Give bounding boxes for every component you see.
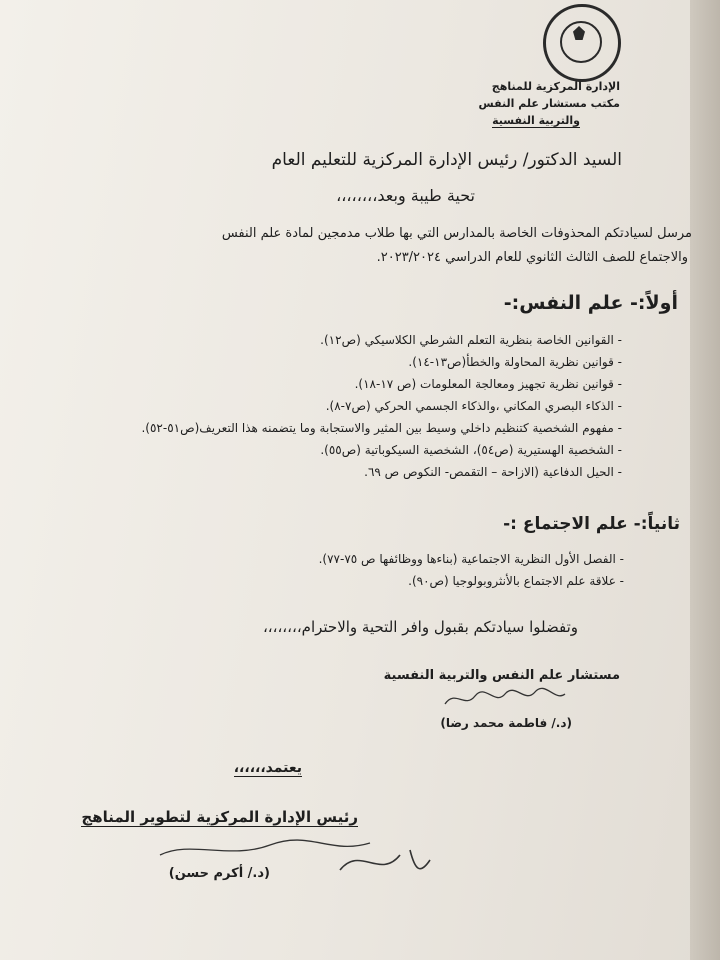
- seal-inner-ring: [560, 21, 602, 63]
- list-item: - القوانين الخاصة بنظرية التعلم الشرطي الكلاسيكي (ص١٢).: [320, 333, 622, 347]
- dept-line-3: والتربية النفسية: [492, 114, 580, 127]
- closing-line: وتفضلوا سيادتكم بقبول وافر التحية والاحترام،،،،،،،،: [262, 618, 578, 636]
- list-item: - الشخصية الهستيرية (ص٥٤)، الشخصية السيكوباتية (ص٥٥).: [320, 443, 622, 457]
- addressee: السيد الدكتور/ رئيس الإدارة المركزية للتعليم العام: [271, 150, 622, 170]
- list-item: - الحيل الدفاعية (الازاحة – التقمص- النكوص ص ٦٩.: [364, 465, 622, 479]
- signatory-title: مستشار علم النفس والتربية النفسية: [383, 668, 620, 683]
- signatory-name: (د./ فاطمة محمد رضا): [440, 716, 572, 730]
- list-item: - علاقة علم الاجتماع بالأنثروبولوجيا (ص٩٠).: [408, 574, 624, 588]
- list-item: - قوانين نظرية المحاولة والخطأ(ص١٣-١٤).: [408, 355, 622, 369]
- ministry-seal: [543, 4, 621, 82]
- list-item: - الفصل الأول النظرية الاجتماعية (بناءها ووظائفها ص ٧٥-٧٧).: [318, 552, 624, 566]
- list-item: - مفهوم الشخصية كتنظيم داخلي وسيط بين المثير والاستجابة وما يتضمنه هذا التعريف(ص٥١-٥٢).: [141, 421, 622, 435]
- dept-line-1: الإدارة المركزية للمناهج: [491, 80, 620, 93]
- list-item: - قوانين نظرية تجهيز ومعالجة المعلومات (ص ١٧-١٨).: [354, 377, 622, 391]
- approve-label: يعتمد،،،،،،: [233, 760, 302, 776]
- greeting: تحية طيبة وبعد،،،،،،،،: [336, 186, 475, 205]
- list-item: - الذكاء البصري المكاني ،والذكاء الجسمي الحركي (ص٧-٨).: [325, 399, 622, 413]
- intro-line-1: مرسل لسيادتكم المحذوفات الخاصة بالمدارس التي بها طلاب مدمجين لمادة علم النفس: [221, 226, 692, 241]
- intro-line-2: والاجتماع للصف الثالث الثانوي للعام الدراسي ٢٠٢٣/٢٠٢٤.: [376, 250, 688, 265]
- approver-title: رئيس الإدارة المركزية لتطوير المناهج: [81, 808, 358, 826]
- signature-fatma: [440, 684, 570, 714]
- page-edge: [690, 0, 720, 960]
- section-1-title: أولاً:- علم النفس:-: [503, 292, 678, 314]
- dept-line-2: مكتب مستشار علم النفس: [478, 97, 620, 110]
- section-2-title: ثانياً:- علم الاجتماع :-: [503, 514, 680, 534]
- approver-name: (د./ أكرم حسن): [168, 866, 270, 881]
